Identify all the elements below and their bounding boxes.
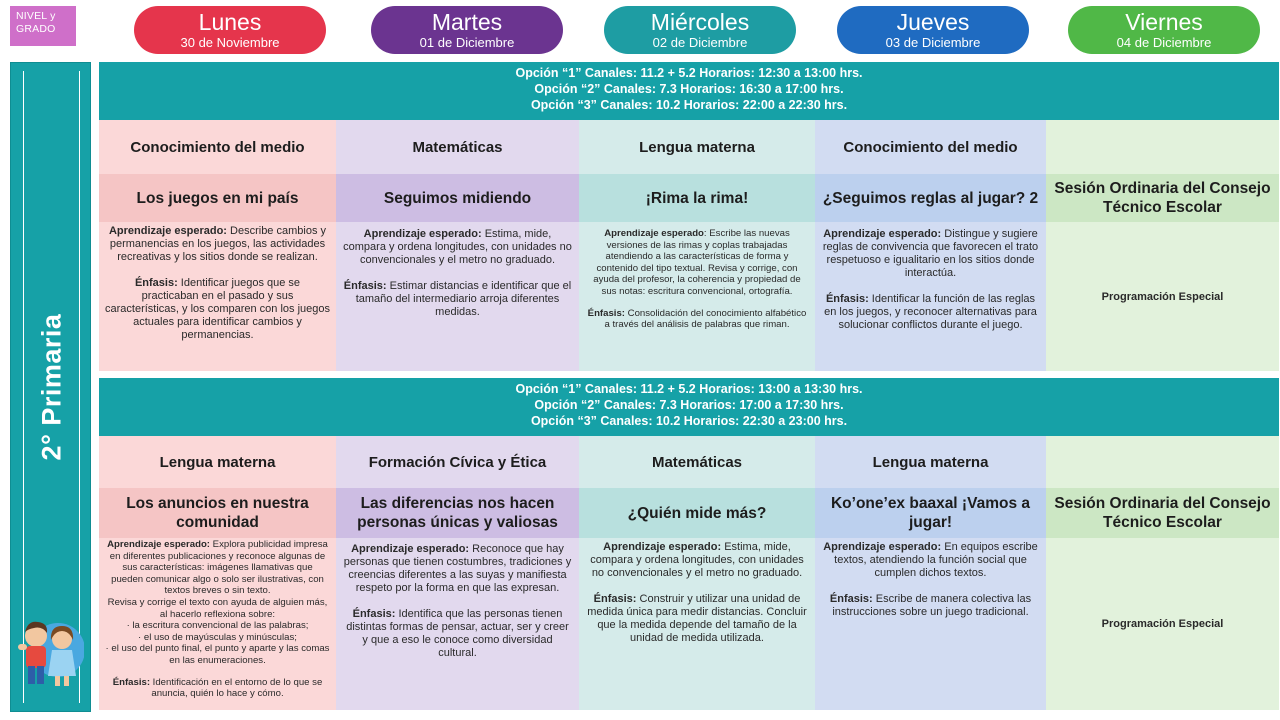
topic-jueves-2: Ko’one’ex baaxal ¡Vamos a jugar! <box>815 488 1046 538</box>
day-date: 02 de Diciembre <box>652 35 748 50</box>
subject-martes-1: Matemáticas <box>336 120 579 174</box>
topic-lunes-1: Los juegos en mi país <box>99 174 336 222</box>
topic-viernes-1: Sesión Ordinaria del Consejo Técnico Escolar <box>1046 174 1279 222</box>
ae-label: Aprendizaje esperado: <box>108 225 227 237</box>
broadcast-option: Opción “1” Canales: 11.2 + 5.2 Horarios: 13:00 a 13:30 hrs. <box>515 382 863 396</box>
ae-label: Aprendizaje esperado: <box>823 541 942 553</box>
enfasis-label: Énfasis: <box>343 280 387 292</box>
ae-text: Explora publicidad impresa en diferentes publicaciones y reconoce algunas de sus características: imágenes llamativas que pueden comunicar algo o solo ser ilustrativas, con textos breves o sin texto. <box>109 539 328 597</box>
day-header-miercoles <box>604 6 796 54</box>
enfasis-label: Énfasis: <box>593 593 637 605</box>
special-programming-1: Programación Especial <box>1046 222 1279 371</box>
enfasis-text: Identifica que las personas tienen distintas formas de pensar, actuar, ser y creer y que a eso le conoce como diversidad cultural. <box>346 608 569 659</box>
subject-miercoles-2: Matemáticas <box>579 436 815 488</box>
enfasis-label: Énfasis: <box>825 293 869 305</box>
enfasis-label: Énfasis: <box>112 676 151 688</box>
description-miercoles-2 <box>579 538 815 710</box>
ae-text: En equipos escribe textos, atendiendo la función social que cumplen dichos textos. <box>834 541 1038 579</box>
description-martes-1 <box>336 222 579 371</box>
day-date: 03 de Diciembre <box>885 35 981 50</box>
topic-jueves-1: ¿Seguimos reglas al jugar? 2 <box>815 174 1046 222</box>
enfasis-label: Énfasis: <box>587 307 625 319</box>
broadcast-options-banner-2 <box>99 378 1279 436</box>
enfasis-text: Identificar juegos que se practicaban en el pasado y sus características, y los comparen con los juegos actuales para identificar cambios y permanencias. <box>105 277 330 341</box>
enfasis-label: Énfasis: <box>352 608 396 620</box>
description-martes-2 <box>336 538 579 710</box>
topic-martes-2: Las diferencias nos hacen personas únicas y valiosas <box>336 488 579 538</box>
topic-viernes-2: Sesión Ordinaria del Consejo Técnico Escolar <box>1046 488 1279 538</box>
description-lunes-1 <box>99 222 336 371</box>
day-name: Miércoles <box>650 9 750 35</box>
description-lunes-2 <box>99 538 336 710</box>
grade-label: 2° Primaria <box>36 313 66 461</box>
subject-lunes-2: Lengua materna <box>99 436 336 488</box>
enfasis-text: Identificación en el entorno de lo que se anuncia, quién lo hace y cómo. <box>150 676 323 700</box>
day-date: 04 de Diciembre <box>1116 35 1212 50</box>
enfasis-text: Construir y utilizar una unidad de medida única para medir distancias. Concluir que la medida depende del tamaño de la unidad de medida utilizada. <box>587 593 807 644</box>
enfasis-text: Escribe de manera colectiva las instrucciones sobre un juego tradicional. <box>832 593 1032 618</box>
ae-text: Estima, mide, compara y ordena longitudes, con unidades no convencionales y el metro no graduado. <box>343 228 572 266</box>
broadcast-option: Opción “2” Canales: 7.3 Horarios: 16:30 a 17:00 hrs. <box>534 82 844 96</box>
day-date: 01 de Diciembre <box>419 35 515 50</box>
subject-jueves-2: Lengua materna <box>815 436 1046 488</box>
topic-miercoles-1: ¡Rima la rima! <box>579 174 815 222</box>
day-name: Lunes <box>198 9 262 35</box>
nivel-line-2: GRADO <box>16 23 56 35</box>
subject-miercoles-1: Lengua materna <box>579 120 815 174</box>
day-name: Viernes <box>1125 9 1203 35</box>
enfasis-text: Estimar distancias e identificar que el tamaño del intermediario arroja diferentes medidas. <box>355 280 572 318</box>
broadcast-option: Opción “1” Canales: 11.2 + 5.2 Horarios: 12:30 a 13:00 hrs. <box>515 66 863 80</box>
revision-line: · el uso de mayúsculas y minúsculas; <box>138 631 297 643</box>
enfasis-text: Consolidación del conocimiento alfabético a través del análisis de palabras que riman. <box>604 307 807 331</box>
broadcast-option: Opción “3” Canales: 10.2 Horarios: 22:00 a 22:30 hrs. <box>530 98 848 112</box>
enfasis-label: Énfasis: <box>829 593 873 605</box>
subject-viernes-2 <box>1046 436 1279 488</box>
description-jueves-1 <box>815 222 1046 371</box>
day-name: Martes <box>431 9 503 35</box>
subject-lunes-1: Conocimiento del medio <box>99 120 336 174</box>
day-header-martes <box>371 6 563 54</box>
broadcast-options-banner-1 <box>99 62 1279 120</box>
day-header-lunes <box>134 6 326 54</box>
ae-text: Reconoce que hay personas que tienen costumbres, tradiciones y creencias diferentes a las suyas y manifiesta respeto por la forma en que las expresan. <box>343 543 572 594</box>
ae-text: Distingue y sugiere reglas de convivencia que favorecen el trato respetuoso e igualitario en los sitios donde interactúa. <box>822 228 1039 279</box>
broadcast-option: Opción “2” Canales: 7.3 Horarios: 17:00 a 17:30 hrs. <box>534 398 844 412</box>
ae-text: : Escribe las nuevas versiones de las rimas y coplas trabajadas atendiendo a las características de forma y contenido del tipo textual. Revisa y corrige, con ayuda del profesor, la coherencia y propiedad de sus notas: escritura convencional, ortografía. <box>593 228 801 297</box>
subject-viernes-1 <box>1046 120 1279 174</box>
revision-line: Revisa y corrige el texto con ayuda de alguien más, al hacerlo reflexiona sobre: <box>107 596 328 620</box>
broadcast-option: Opción “3” Canales: 10.2 Horarios: 22:30 a 23:00 hrs. <box>530 414 848 428</box>
ae-label: Aprendizaje esperado: <box>603 541 722 553</box>
description-jueves-2 <box>815 538 1046 710</box>
day-header-jueves <box>837 6 1029 54</box>
ae-label: Aprendizaje esperado: <box>823 228 942 240</box>
revision-line: · la escritura convencional de las palabras; <box>126 620 309 632</box>
nivel-line-1: NIVEL y <box>16 10 56 22</box>
day-name: Jueves <box>896 9 970 35</box>
children-illustration-icon <box>14 606 84 692</box>
ae-label: Aprendizaje esperado: <box>363 228 482 240</box>
enfasis-text: Identificar la función de las reglas en los juegos, y reconocer alternativas para solucionar conflictos durante el juego. <box>824 293 1037 331</box>
ae-text: Estima, mide, compara y ordena longitudes, con unidades no convencionales y el metro no graduado. <box>590 541 804 579</box>
nivel-grado-badge <box>10 6 76 46</box>
ae-text: Describe cambios y permanencias en los juegos, las actividades recreativas y los sitios donde se realizan. <box>109 225 327 263</box>
ae-label: Aprendizaje esperado: <box>351 543 470 555</box>
description-miercoles-1 <box>579 222 815 371</box>
enfasis-label: Énfasis: <box>134 277 178 289</box>
day-date: 30 de Noviembre <box>180 35 280 50</box>
revision-line: · el uso del punto final, el punto y aparte y las comas en las enumeraciones. <box>105 643 330 666</box>
subject-jueves-1: Conocimiento del medio <box>815 120 1046 174</box>
ae-label: Aprendizaje esperado: <box>107 539 211 550</box>
topic-lunes-2: Los anuncios en nuestra comunidad <box>99 488 336 538</box>
topic-miercoles-2: ¿Quién mide más? <box>579 488 815 538</box>
special-programming-2: Programación Especial <box>1046 538 1279 710</box>
topic-martes-1: Seguimos midiendo <box>336 174 579 222</box>
subject-martes-2: Formación Cívica y Ética <box>336 436 579 488</box>
day-header-viernes <box>1068 6 1260 54</box>
ae-label: Aprendizaje esperado <box>604 228 704 239</box>
